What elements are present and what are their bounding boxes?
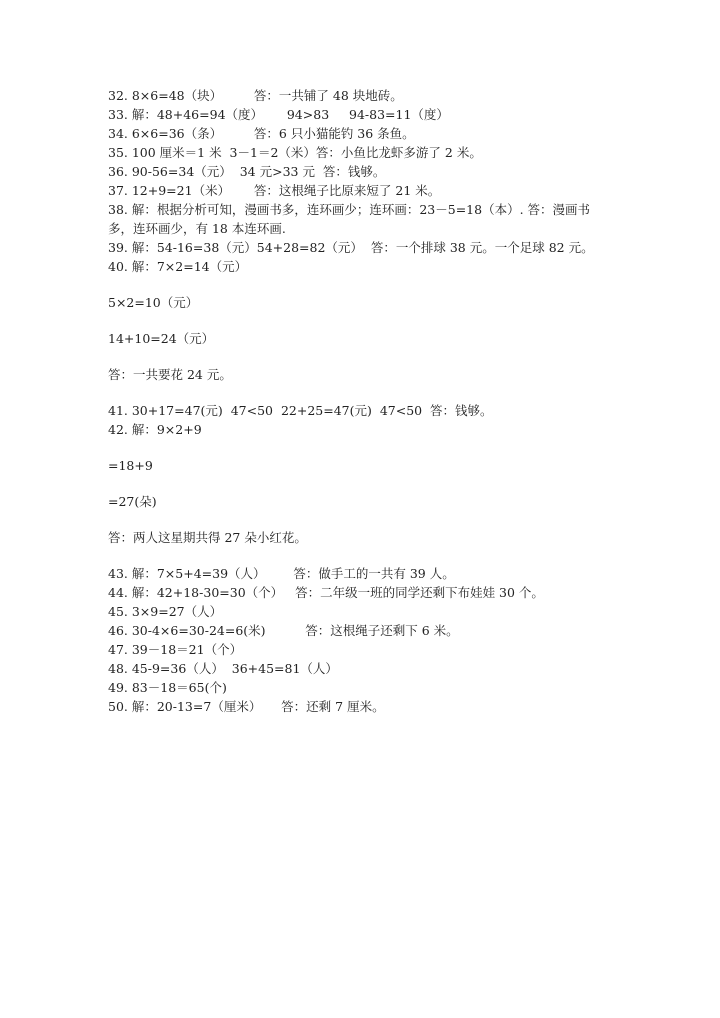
answer-43: 43. 解：7×5+4=39（人） 答：做手工的一共有 39 人。	[108, 566, 455, 581]
answer-42-step-3: =27(朵)	[108, 494, 157, 509]
answer-42-answer: 答：两人这星期共得 27 朵小红花。	[108, 530, 307, 545]
answer-37: 37. 12+9=21（米） 答：这根绳子比原来短了 21 米。	[108, 183, 441, 198]
answer-36: 36. 90-56=34（元） 34 元>33 元 答：钱够。	[108, 164, 386, 179]
answer-39: 39. 解：54-16=38（元）54+28=82（元） 答：一个排球 38 元。一个足球 82 元。	[108, 240, 594, 255]
answer-46: 46. 30-4×6=30-24=6(米) 答：这根绳子还剩下 6 米。	[108, 623, 459, 638]
answer-50: 50. 解：20-13=7（厘米） 答：还剩 7 厘米。	[108, 699, 385, 714]
answer-list	[108, 86, 608, 716]
answer-42-step-1: 42. 解：9×2+9	[108, 422, 202, 437]
answer-33: 33. 解：48+46=94（度） 94>83 94-83=11（度）	[108, 107, 449, 122]
answer-44: 44. 解：42+18-30=30（个） 答：二年级一班的同学还剩下布娃娃 30 个。	[108, 585, 544, 600]
answer-45: 45. 3×9=27（人）	[108, 604, 223, 619]
answer-34: 34. 6×6=36（条） 答：6 只小猫能钓 36 条鱼。	[108, 126, 415, 141]
answer-35: 35. 100 厘米＝1 米 3－1＝2（米）答：小鱼比龙虾多游了 2 米。	[108, 145, 482, 160]
answer-32: 32. 8×6=48（块） 答：一共铺了 48 块地砖。	[108, 88, 403, 103]
answer-40-answer: 答：一共要花 24 元。	[108, 367, 232, 382]
answer-41: 41. 30+17=47(元) 47<50 22+25=47(元) 47<50 答：钱够。	[108, 403, 493, 418]
answer-49: 49. 83－18＝65(个)	[108, 680, 227, 695]
answer-42-step-2: =18+9	[108, 458, 153, 473]
answer-40-step-3: 14+10=24（元）	[108, 331, 215, 346]
answer-48: 48. 45-9=36（人） 36+45=81（人）	[108, 661, 338, 676]
answer-40-step-1: 40. 解：7×2=14（元）	[108, 259, 248, 274]
answer-40-step-2: 5×2=10（元）	[108, 295, 199, 310]
answer-38: 38. 解：根据分析可知，漫画书多，连环画少；连环画：23－5=18（本）. 答：漫画书多，连环画少，有 18 本连环画.	[108, 202, 591, 236]
answer-47: 47. 39－18＝21（个）	[108, 642, 243, 657]
